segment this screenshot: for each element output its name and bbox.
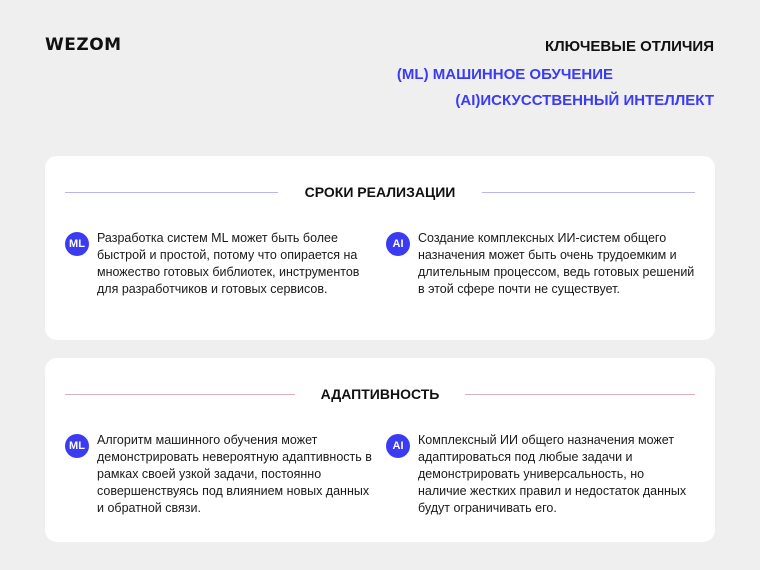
ml-subtitle: (ML) МАШИННОЕ ОБУЧЕНИЕ (396, 66, 613, 83)
ml-point (65, 230, 375, 298)
ai-point (386, 432, 696, 517)
divider-line (465, 394, 695, 395)
ai-badge-icon: AI (386, 232, 410, 256)
ml-badge-icon: ML (65, 232, 89, 256)
section-card-adaptivity (45, 358, 715, 542)
ml-badge-icon: ML (65, 434, 89, 458)
section-title: СРОКИ РЕАЛИЗАЦИИ (304, 184, 456, 200)
page-title: КЛЮЧЕВЫЕ ОТЛИЧИЯ (544, 38, 714, 55)
divider-line (482, 192, 695, 193)
section-card-timeline (45, 156, 715, 340)
ml-point (65, 432, 375, 517)
ai-subtitle: (AI)ИСКУССТВЕННЫЙ ИНТЕЛЛЕКТ (455, 92, 714, 109)
ai-badge-icon: AI (386, 434, 410, 458)
ai-point-text: Комплексный ИИ общего назначения может адаптироваться под любые задачи и демонстрировать универсальность, но наличие жестких правил и недостаток данных будут ограничивать его. (418, 433, 687, 515)
ai-point (386, 230, 696, 298)
ml-point-text: Разработка систем ML может быть более быстрой и простой, потому что опирается на множество готовых библиотек, инструментов для разработчиков и готовых сервисов. (97, 231, 360, 296)
ai-point-text: Создание комплексных ИИ-систем общего назначения может быть очень трудоемким и длительным процессом, ведь готовых решений в этой сфере почти не существует. (418, 231, 695, 296)
section-title: АДАПТИВНОСТЬ (320, 386, 440, 402)
ml-point-text: Алгоритм машинного обучения может демонстрировать невероятную адаптивность в рамках своей узкой задачи, постоянно совершенствуясь под влиянием новых данных и обратной связи. (97, 433, 372, 515)
wezom-logo: WEZOM (45, 35, 122, 55)
